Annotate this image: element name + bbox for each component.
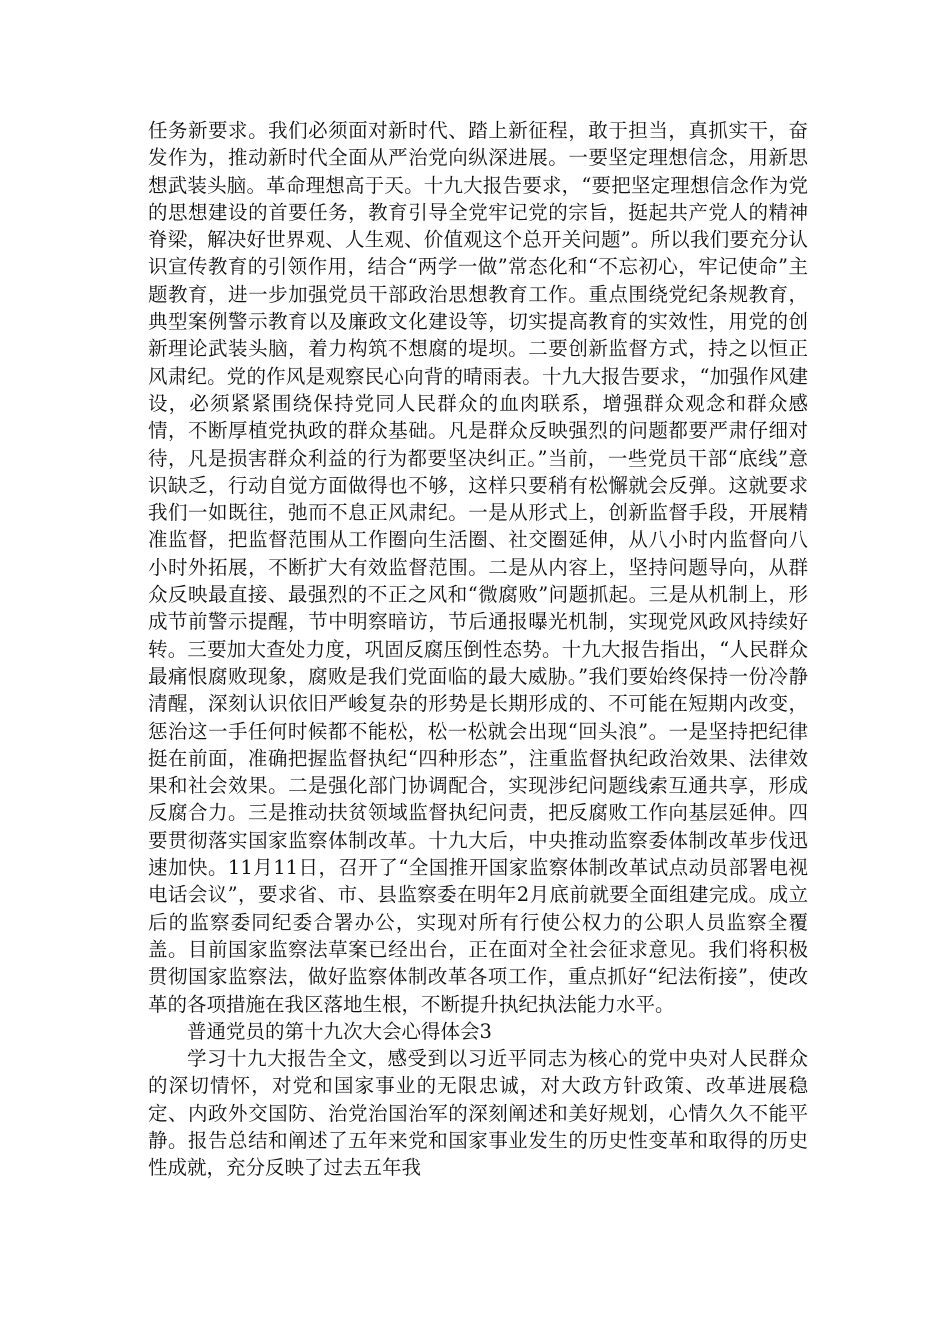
body-paragraph-2: 学习十九大报告全文，感受到以习近平同志为核心的党中央对人民群众的深切情怀，对党和国家事业的无限忠诚，对大政方针政策、改革进展稳定、内政外交国防、治党治国治军的深刻阐述和美好规划，心情久久不能平静。报告总结和阐述了五年来党和国家事业发生的历史性变革和取得的历史性成就，充分反映了过去五年我 (148, 1047, 808, 1180)
section-heading: 普通党员的第十九次大会心得体会3 (187, 1019, 492, 1043)
body-paragraph: 任务新要求。我们必须面对新时代、踏上新征程，敢于担当，真抓实干，奋发作为，推动新时代全面从严治党向纵深进展。一要坚定理想信念，用新思想武装头脑。革命理想高于天。十九大报告要求，“要把坚定理想信念作为党的思想建设的首要任务，教育引导全党牢记党的宗旨，挺起共产党人的精神脊梁，解决好世界观、人生观、价值观这个总开关问题”。所以我们要充分认识宣传教育的引领作用，结合“两学一做”常态化和“不忘初心，牢记使命”主题教育，进一步加强党员干部政治思想教育工作。重点围绕党纪条规教育，典型案例警示教育以及廉政文化建设等，切实提高教育的实效性，用党的创新理论武装头脑，着力构筑不想腐的堤坝。二要创新监督方式，持之以恒正风肃纪。党的作风是观察民心向背的晴雨表。十九大报告要求，“加强作风建设，必须紧紧围绕保持党同人民群众的血肉联系，增强群众观念和群众感情，不断厚植党执政的群众基础。凡是群众反映强烈的问题都要严肃仔细对待，凡是损害群众利益的行为都要坚决纠正。”当前，一些党员干部“底线”意识缺乏，行动自觉方面做得也不够，这样只要稍有松懈就会反弹。这就要求我们一如既往，弛而不息正风肃纪。一是从形式上，创新监督手段，开展精准监督，把监督范围从工作圈向生活圈、社交圈延伸，从八小时内监督向八小时外拓展，不断扩大有效监督范围。二是从内容上，坚持问题导向，从群众反映最直接、最强烈的不正之风和“微腐败”问题抓起。三是从机制上，形成节前警示提醒，节中明察暗访，节后通报曝光机制，实现党风政风持续好转。三要加大查处力度，巩固反腐压倒性态势。十九大报告指出，“人民群众最痛恨腐败现象，腐败是我们党面临的最大威胁。”我们要始终保持一份冷静清醒，深刻认识依旧严峻复杂的形势是长期形成的、不可能在短期内改变，惩治这一手任何时候都不能松，松一松就会出现“回头浪”。一是坚持把纪律挺在前面，准确把握监督执纪“四种形态”，注重监督执纪政治效果、法律效果和社会效果。二是强化部门协调配合，实现涉纪问题线索互通共享，形成反腐合力。三是推动扶贫领域监督执纪问责，把反腐败工作向基层延伸。四要贯彻落实国家监察体制改革。十九大后，中央推动监察委体制改革步伐迅速加快。11月11日，召开了“全国推开国家监察体制改革试点动员部署电视电话会议”，要求省、市、县监察委在明年2月底前就要全面组建完成。成立后的监察委同纪委合署办公，实现对所有行使公权力的公职人员监察全覆盖。目前国家监察法草案已经出台，正在面对全社会征求意见。我们将积极贯彻国家监察法，做好监察体制改革各项工作，重点抓好“纪法衔接”，使改革的各项措施在我区落地生根，不断提升执纪执法能力水平。 (148, 119, 808, 1016)
document-page (148, 117, 808, 1182)
